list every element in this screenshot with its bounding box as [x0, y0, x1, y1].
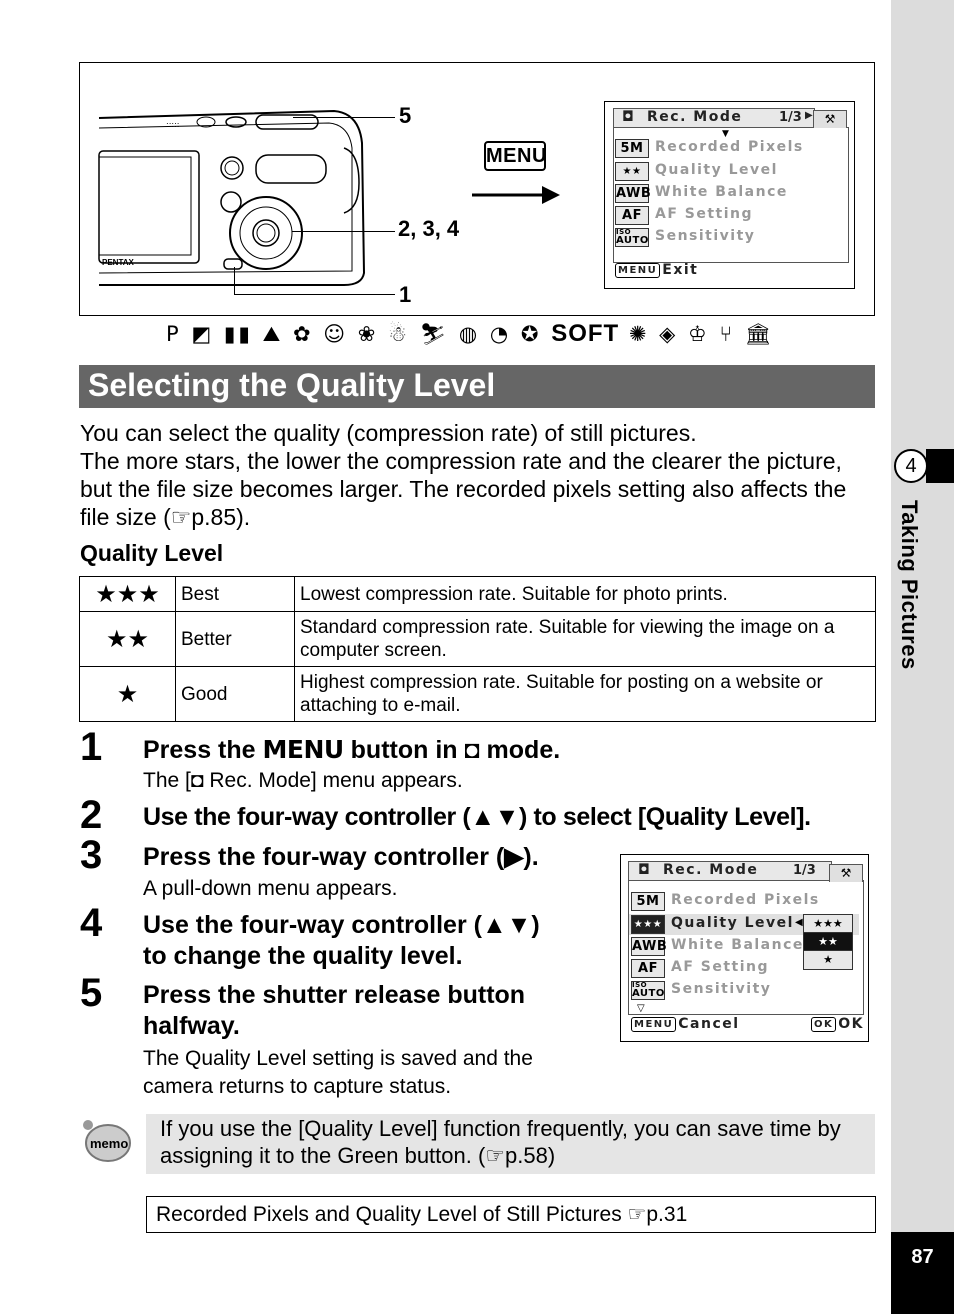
lcd-footer-ok: OK OK: [811, 1016, 864, 1032]
soft-mode-icon: SOFT: [551, 320, 620, 347]
quality-level-heading: Quality Level: [80, 540, 224, 566]
callout-menu-button: 1: [399, 282, 412, 307]
lcd-page: 1/3: [779, 110, 802, 125]
pulldown-option: ★: [804, 951, 852, 969]
callout-shutter: 5: [399, 103, 412, 128]
af-setting-icon: AF: [615, 206, 649, 225]
quality-name: Good: [176, 667, 295, 722]
step-number: 3: [80, 833, 103, 877]
lcd-item: White Balance: [655, 184, 788, 200]
section-title: Selecting the Quality Level: [79, 365, 875, 408]
step-number: 5: [80, 971, 103, 1015]
camera-brand: PENTAX: [102, 258, 134, 267]
table-row: [80, 612, 876, 667]
step-number: 2: [80, 793, 103, 837]
memo-icon: [80, 1117, 132, 1165]
step-number: 4: [80, 901, 103, 945]
lcd-item: Quality Level: [655, 162, 778, 178]
arrow-right-icon: [472, 183, 562, 207]
callout-controller: 2, 3, 4: [398, 216, 460, 241]
recorded-pixels-icon: 5M: [615, 139, 649, 158]
applicable-modes: [166, 320, 876, 348]
table-row: [80, 577, 876, 612]
camera-icon: ◘: [190, 769, 204, 792]
lcd-footer-cancel: MENU Cancel: [631, 1016, 740, 1032]
step-number: 1: [80, 725, 103, 769]
triangle-down-outline-icon: ▽: [637, 1003, 645, 1014]
stars-cell: ★: [80, 667, 176, 722]
table-row: [80, 667, 876, 722]
mode-icons: P ◩ ▮▮ ⛰ ✿ ☺ ❀ ☃ ⛷ ◍ ◔ ✪: [166, 322, 542, 346]
camera-icon: ◘: [622, 109, 636, 125]
lcd-item: Sensitivity: [655, 228, 756, 244]
lcd-page: 1/3: [793, 863, 816, 878]
step-3-text: Press the four-way controller (▶).: [143, 843, 539, 871]
lcd-item: Recorded Pixels: [655, 139, 804, 155]
step-1-text: Press the MENU button in ◘ mode.: [143, 735, 561, 764]
lcd-item: White Balance: [671, 937, 804, 953]
lcd-title: Rec. Mode: [663, 862, 759, 878]
quality-desc: Highest compression rate. Suitable for posting on a website or attaching to e-mail.: [295, 667, 876, 722]
page-number: 87: [891, 1232, 954, 1314]
triangle-down-icon: ▼: [722, 129, 729, 139]
af-setting-icon: AF: [631, 959, 665, 978]
lcd-item: Recorded Pixels: [671, 892, 820, 908]
sensitivity-icon: ISO AUTO: [616, 228, 649, 246]
lcd-item: Sensitivity: [671, 981, 772, 997]
svg-text::::::: :::::: [166, 120, 180, 129]
quality-table: [79, 576, 876, 722]
lcd-footer: MENU Exit: [615, 262, 698, 278]
quality-name: Best: [176, 577, 295, 612]
pulldown-option-selected: ★★: [804, 933, 852, 951]
lcd-item-selected: Quality Level: [671, 915, 794, 931]
lcd-quality-pulldown-screen: [620, 854, 869, 1042]
ok-key-icon: OK: [811, 1017, 836, 1032]
menu-key-icon: MENU: [631, 1017, 676, 1032]
lcd-title: Rec. Mode: [647, 109, 743, 125]
menu-button-label: MENU: [262, 735, 344, 764]
menu-key-label: MENU: [484, 141, 546, 171]
white-balance-icon: AWB: [616, 186, 652, 201]
quality-level-icon: ★★★: [631, 915, 665, 934]
step-5-sub: The Quality Level setting is saved and the camera returns to capture status.: [143, 1047, 533, 1098]
sensitivity-icon: ISO AUTO: [632, 981, 665, 999]
memo-box: If you use the [Quality Level] function frequently, you can save time by assigning it to the Green button. (☞p.58): [146, 1114, 875, 1174]
camera-icon: ◘: [464, 736, 480, 764]
intro-text: You can select the quality (compression rate) of still pictures. The more stars, the lower the compression rate and the clearer the picture, but the file size becomes larger. The recorded pixels setting also affects the file size (☞p.85).: [80, 420, 847, 530]
stars-cell: ★★★: [80, 577, 176, 612]
chapter-tab: [926, 449, 954, 483]
mode-icons-end: ✺ ◈ ♔ ⑂ 🏛: [628, 322, 775, 346]
step-4-text: Use the four-way controller (▲▼) to change the quality level.: [143, 911, 540, 970]
chapter-number: 4: [894, 449, 928, 483]
camera-icon: ◘: [638, 862, 652, 878]
triangle-right-icon: ▶: [805, 110, 813, 121]
camera-illustration: [94, 73, 394, 313]
recorded-pixels-icon: 5M: [631, 892, 665, 911]
lcd-item: AF Setting: [655, 206, 754, 222]
pulldown-option: ★★★: [804, 915, 852, 933]
triangle-left-icon: ◀: [795, 917, 803, 928]
step-1-sub: The [◘ Rec. Mode] menu appears.: [143, 769, 463, 792]
quality-level-icon: ★★: [615, 162, 649, 181]
svg-text:memo: memo: [90, 1136, 129, 1151]
quality-desc: Lowest compression rate. Suitable for photo prints.: [295, 577, 876, 612]
step-3-sub: A pull-down menu appears.: [143, 877, 398, 900]
settings-tab-icon: ⚒: [813, 110, 847, 128]
quality-name: Better: [176, 612, 295, 667]
white-balance-icon: AWB: [632, 939, 668, 954]
quality-pulldown: [803, 914, 853, 970]
reference-box: Recorded Pixels and Quality Level of Still Pictures ☞p.31: [146, 1196, 876, 1233]
quality-desc: Standard compression rate. Suitable for viewing the image on a computer screen.: [295, 612, 876, 667]
stars-cell: ★★: [80, 612, 176, 667]
settings-tab-icon: ⚒: [829, 864, 863, 882]
step-2-text: Use the four-way controller (▲▼) to select [Quality Level].: [143, 803, 811, 831]
menu-key-icon: MENU: [615, 263, 660, 278]
lcd-item: AF Setting: [671, 959, 770, 975]
chapter-title: Taking Pictures: [897, 500, 922, 670]
lcd-rec-mode-screen: [604, 101, 855, 289]
step-5-text: Press the shutter release button halfway.: [143, 981, 526, 1040]
